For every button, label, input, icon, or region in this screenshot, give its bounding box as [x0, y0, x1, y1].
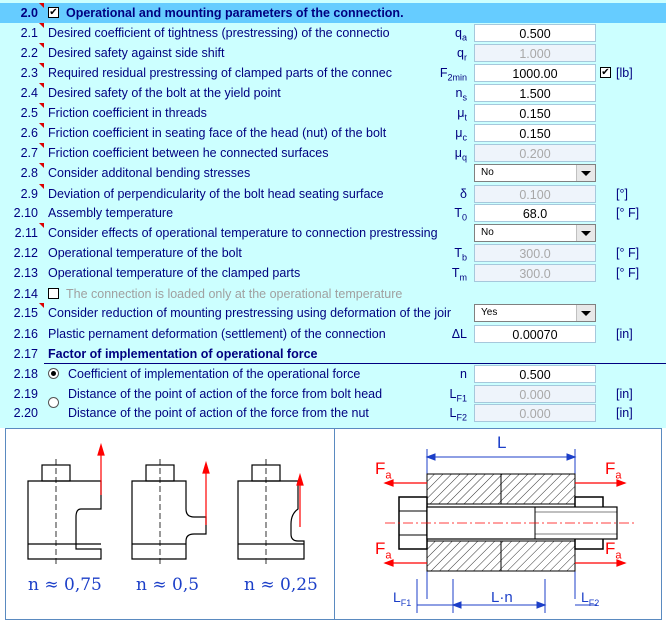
label-n-05: n ≈ 0,5 — [136, 575, 200, 595]
row-description: Friction coefficient between he connected surfaces — [48, 146, 329, 160]
row-description: Plastic pernament deformation (settlement) of the connection — [48, 327, 386, 341]
thread-friction-input[interactable]: 0.150 — [474, 104, 596, 122]
row-symbol: $T_b$ — [454, 246, 467, 263]
unit-label: [° F] — [616, 206, 640, 220]
row-description: Deviation of perpendicularity of the bolt head seating surface — [48, 187, 384, 201]
row-symbol: $\mu_c$ — [455, 126, 467, 143]
diagram-panel — [5, 428, 662, 620]
row-number: 2.18 — [13, 367, 38, 381]
row-symbol: $\mu_q$ — [454, 146, 467, 163]
param-row — [0, 103, 666, 123]
row-number: 2.19 — [13, 387, 38, 401]
bolt-temperature-input: 300.0 — [474, 244, 596, 262]
comment-marker — [39, 63, 44, 68]
row-number: 2.16 — [13, 327, 38, 341]
row-description: Assembly temperature — [48, 206, 174, 220]
row-description: Friction coefficient in threads — [48, 106, 207, 120]
row-description: Consider reduction of mounting prestressing using deformation of the joir — [48, 306, 451, 320]
param-row — [0, 403, 666, 423]
unit-label: [in] — [616, 387, 633, 401]
param-row — [0, 143, 666, 163]
row-description: Required residual prestressing of clamped parts of the connec — [48, 66, 392, 80]
unit-label: [° F] — [616, 266, 640, 280]
force-implementation-diagram — [6, 429, 335, 619]
row-symbol: ΔL — [451, 327, 467, 341]
row-description: The connection is loaded only at the operational temperature — [66, 287, 403, 301]
surface-friction-input: 0.200 — [474, 144, 596, 162]
implementation-coefficient-input[interactable]: 0.500 — [474, 365, 596, 383]
row-number: 2.8 — [20, 166, 38, 180]
param-row — [0, 43, 666, 63]
perpendicularity-input: 0.100 — [474, 185, 596, 203]
row-number: 2.14 — [13, 287, 38, 301]
row-number: 2.6 — [20, 126, 38, 140]
yield-safety-input[interactable]: 1.500 — [474, 84, 596, 102]
prestress-reduction-select[interactable]: Yes — [474, 304, 596, 322]
section-title: Operational and mounting parameters of the connection. — [66, 6, 404, 20]
label-LF1: $L_{F1}$ — [393, 589, 412, 608]
row-symbol: $T_m$ — [451, 266, 467, 283]
row-description: Consider effects of operational temperature to connection prestressing — [48, 226, 438, 240]
param-row — [0, 243, 666, 263]
comment-marker — [39, 303, 44, 308]
section-number: 2.0 — [20, 6, 38, 20]
row-description: Consider additonal bending stresses — [48, 166, 251, 180]
subsection-header — [0, 344, 666, 364]
comment-marker — [39, 184, 44, 189]
row-symbol: $F_{2min}$ — [439, 66, 467, 83]
row-description: Friction coefficient in seating face of the head (nut) of the bolt — [48, 126, 387, 140]
section-header — [0, 3, 666, 23]
param-row — [0, 23, 666, 43]
comment-marker — [39, 143, 44, 148]
unit-label: [in] — [616, 327, 633, 341]
row-symbol: δ — [460, 187, 467, 201]
row-description: Desired safety of the bolt at the yield point — [48, 86, 281, 100]
row-number: 2.3 — [20, 66, 38, 80]
unit-label: [° F] — [616, 246, 640, 260]
param-row — [0, 384, 666, 404]
unit-label: [°] — [616, 187, 628, 201]
comment-marker — [39, 83, 44, 88]
comment-marker — [39, 103, 44, 108]
label-Fa-bottom-left: $F_a$ — [375, 539, 392, 562]
param-row — [0, 223, 666, 243]
comment-marker — [39, 223, 44, 228]
row-symbol: $n_s$ — [455, 86, 467, 103]
row-number: 2.4 — [20, 86, 38, 100]
param-row — [0, 324, 666, 344]
param-row — [0, 184, 666, 204]
row-number: 2.17 — [13, 347, 38, 361]
param-row — [0, 303, 666, 323]
row-symbol: n — [460, 367, 467, 381]
row-symbol: $\mu_t$ — [457, 106, 467, 123]
settlement-input[interactable]: 0.00070 — [474, 325, 596, 343]
comment-marker — [39, 123, 44, 128]
distance-from-nut-input: 0.000 — [474, 404, 596, 422]
row-number: 2.2 — [20, 46, 38, 60]
row-description: Operational temperature of the bolt — [48, 246, 242, 260]
param-row — [0, 63, 666, 83]
comment-marker — [39, 23, 44, 28]
row-symbol: $q_a$ — [455, 26, 467, 43]
head-friction-input[interactable]: 0.150 — [474, 124, 596, 142]
row-description: Desired coefficient of tightness (prestressing) of the connectio — [48, 26, 390, 40]
row-symbol: $L_{F2}$ — [449, 406, 467, 423]
param-row — [0, 163, 666, 183]
row-symbol: $q_r$ — [457, 46, 467, 63]
label-L: L — [497, 433, 507, 452]
row-number: 2.7 — [20, 146, 38, 160]
row-number: 2.10 — [13, 206, 38, 220]
label-Fa-bottom-right: $F_a$ — [605, 539, 622, 562]
clamped-parts-temperature-input: 300.0 — [474, 264, 596, 282]
chevron-down-icon[interactable] — [576, 225, 595, 241]
row-number: 2.5 — [20, 106, 38, 120]
subsection-title: Factor of implementation of operational force — [48, 347, 318, 361]
row-description: Distance of the point of action of the force from bolt head — [68, 387, 383, 401]
chevron-down-icon[interactable] — [576, 165, 595, 181]
row-number: 2.15 — [13, 306, 38, 320]
residual-prestressing-checkbox[interactable]: ✔ — [601, 67, 610, 78]
label-Ln: L·n — [491, 589, 513, 606]
section-checkbox[interactable]: ✔ — [49, 7, 58, 18]
row-description: Distance of the point of action of the force from the nut — [68, 406, 369, 420]
param-row — [0, 284, 666, 304]
row-symbol: $T_0$ — [454, 206, 467, 223]
row-number: 2.13 — [13, 266, 38, 280]
param-row — [0, 364, 666, 384]
row-description: Operational temperature of the clamped parts — [48, 266, 301, 280]
label-LF2: $L_{F2}$ — [581, 589, 600, 608]
distance-from-head-input: 0.000 — [474, 385, 596, 403]
tightness-coefficient-input[interactable]: 0.500 — [474, 24, 596, 42]
param-row — [0, 123, 666, 143]
comment-marker — [39, 163, 44, 168]
loaded-at-operational-temp-checkbox[interactable] — [48, 288, 59, 299]
residual-prestressing-input[interactable]: 1000.00 — [474, 64, 596, 82]
row-number: 2.12 — [13, 246, 38, 260]
comment-marker — [39, 3, 44, 8]
side-shift-safety-input: 1.000 — [474, 44, 596, 62]
row-number: 2.11 — [14, 226, 38, 240]
operational-temp-effect-select[interactable]: No — [474, 224, 596, 242]
label-n-075: n ≈ 0,75 — [28, 575, 102, 595]
param-row — [0, 263, 666, 283]
label-Fa-top-right: $F_a$ — [605, 459, 622, 482]
comment-marker — [39, 43, 44, 48]
assembly-temperature-input[interactable]: 68.0 — [474, 204, 596, 222]
row-symbol: $L_{F1}$ — [449, 387, 467, 404]
row-number: 2.1 — [20, 26, 38, 40]
row-number: 2.9 — [20, 187, 38, 201]
unit-label: [lb] — [616, 66, 633, 80]
row-description: Desired safety against side shift — [48, 46, 225, 60]
label-n-025: n ≈ 0,25 — [244, 575, 318, 595]
row-number: 2.20 — [13, 406, 38, 420]
label-Fa-top-left: $F_a$ — [375, 459, 392, 482]
bolt-joint-diagram — [335, 429, 661, 619]
param-row — [0, 83, 666, 103]
coefficient-radio[interactable] — [48, 368, 59, 379]
chevron-down-icon[interactable] — [576, 305, 595, 321]
row-description: Coefficient of implementation of the operational force — [68, 367, 361, 381]
param-row — [0, 203, 666, 223]
unit-label: [in] — [616, 406, 633, 420]
bending-stress-select[interactable]: No — [474, 164, 596, 182]
